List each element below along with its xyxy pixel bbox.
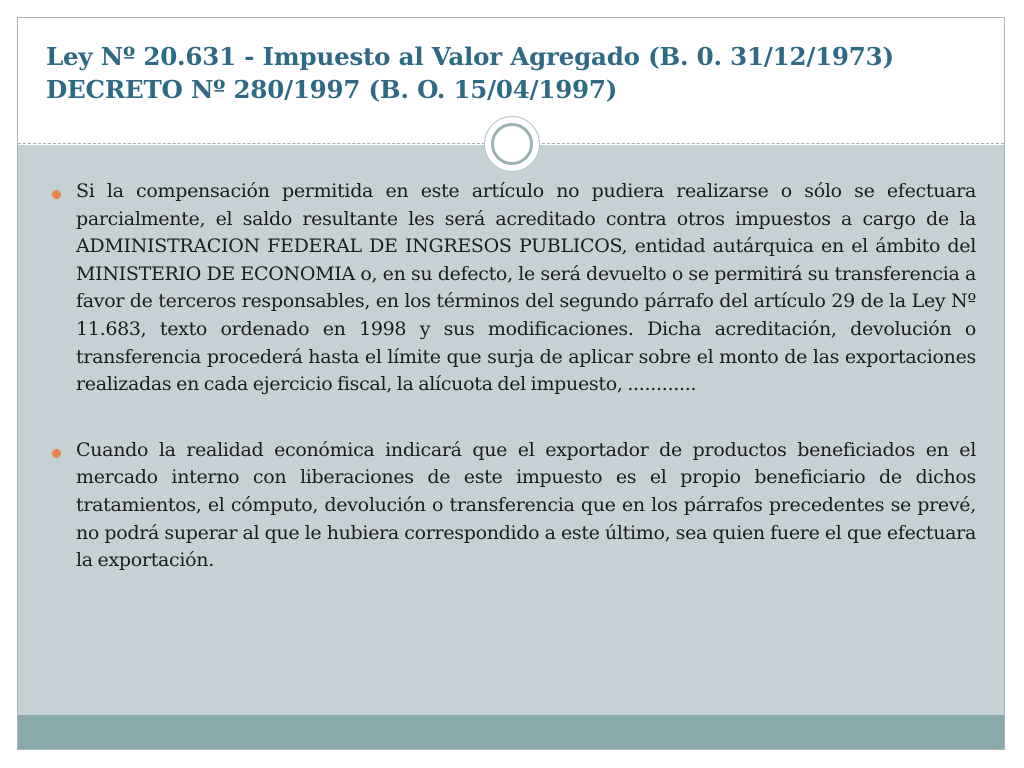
bullet-text: Si la compensación permitida en este artículo no pudiera realizarse o sólo se efectuara parcialmente, el saldo resultante les será acreditado contra otros impuestos a cargo de la ADMINISTRACION FEDERAL DE INGRESOS PUBLICOS, entidad autárquica en el ámbito del MINISTERIO DE ECONOMIA o, en su defecto, le será devuelto o se permitirá su transferencia a favor de terceros responsables, en los términos del segundo párrafo del artículo 29 de la Ley Nº 11.683, texto ordenado en 1998 y sus modificaciones. Dicha acreditación, devolución o transferencia procederá hasta el límite que surja de aplicar sobre el monto de las exportaciones realizadas en cada ejercicio fiscal, la alícuota del impuesto, ............ xyxy=(76,180,976,396)
footer-bar xyxy=(18,715,1004,750)
title-line-1: Ley Nº 20.631 - Impuesto al Valor Agregado (B. 0. 31/12/1973) xyxy=(46,42,894,71)
title-line-2: DECRETO Nº 280/1997 (B. O. 15/04/1997) xyxy=(46,75,618,104)
slide-frame xyxy=(17,17,1005,750)
bullet-item xyxy=(46,437,976,575)
bullet-item xyxy=(46,178,976,399)
bullet-dot-icon xyxy=(52,449,61,458)
divider-ring-ornament xyxy=(484,116,540,172)
bullet-text: Cuando la realidad económica indicará que el exportador de productos beneficiados en el mercado interno con liberaciones de este impuesto es el propio beneficiario de dichos tratamientos, el cómputo, devolución o transferencia que en los párrafos precedentes se prevé, no podrá superar al que le hubiera correspondido a este último, sea quien fuere el que efectuara la exportación. xyxy=(76,438,976,572)
bullet-list xyxy=(46,178,976,613)
bullet-dot-icon xyxy=(52,190,61,199)
slide-title xyxy=(46,40,976,106)
